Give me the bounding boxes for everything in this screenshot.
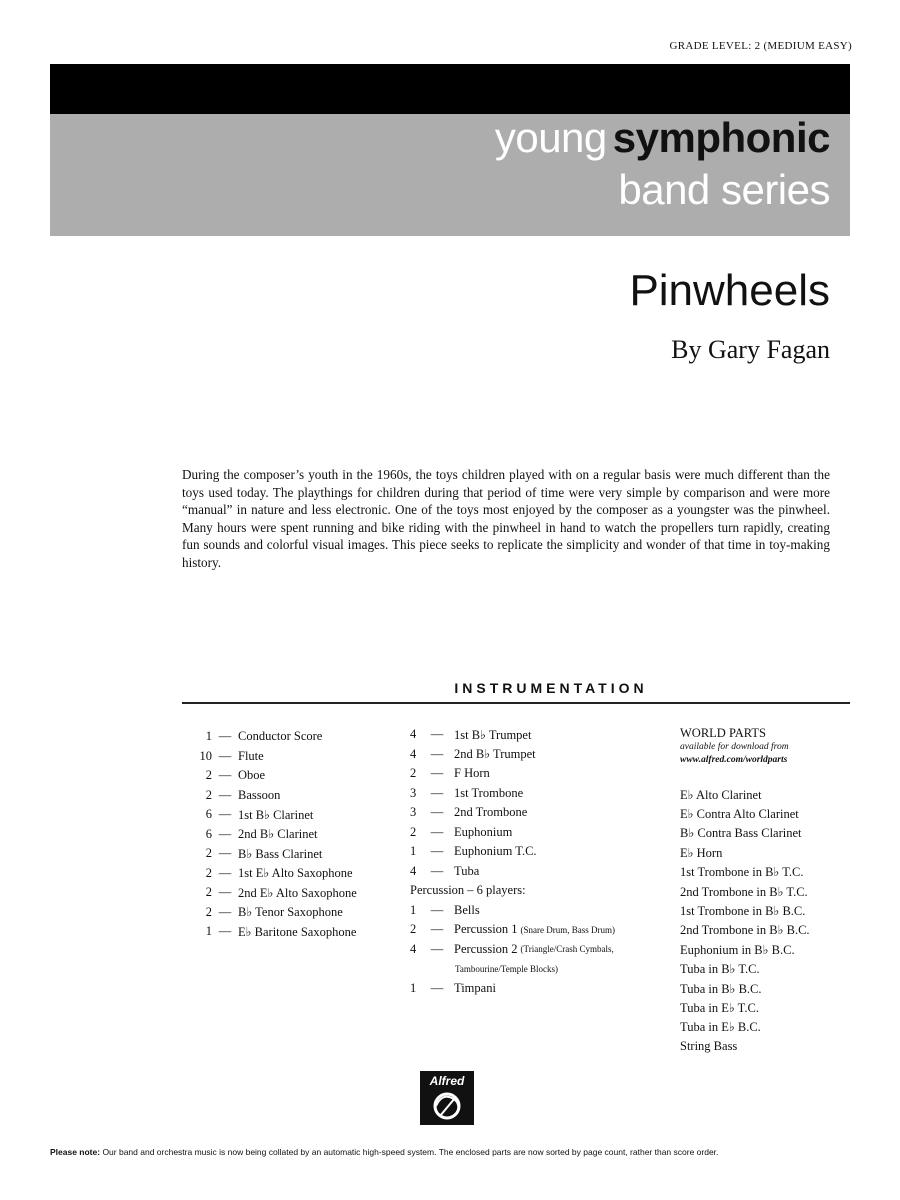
instrument-count: 4 <box>410 941 417 956</box>
instrument-row <box>410 920 615 940</box>
instrument-count: 2 <box>205 846 212 861</box>
instrumentation-divider <box>182 702 850 704</box>
instrument-count: 1 <box>410 902 417 917</box>
instrument-list-woodwinds <box>190 727 357 942</box>
instrument-row <box>190 922 357 942</box>
world-part-item: Tuba in E♭ B.C. <box>680 1020 761 1035</box>
instrument-name: Euphonium <box>454 824 513 839</box>
instrument-list-brass-percussion <box>410 725 615 998</box>
instrument-count: 1 <box>205 729 212 744</box>
dash: — <box>218 904 232 919</box>
instrument-row <box>410 842 615 862</box>
instrument-row <box>410 901 615 921</box>
instrument-row <box>190 805 357 825</box>
instrument-count: 2 <box>410 922 417 937</box>
instrument-name: Percussion 2 <box>454 941 518 956</box>
world-part-item: Tuba in B♭ B.C. <box>680 981 762 996</box>
world-part-item: String Bass <box>680 1039 738 1054</box>
dash: — <box>430 863 444 878</box>
world-parts <box>680 726 810 1056</box>
footer-note-label: Please note: <box>50 1147 101 1157</box>
instrument-count: 6 <box>205 807 212 822</box>
instrument-count: 4 <box>410 863 417 878</box>
instrument-name: Oboe <box>238 768 266 783</box>
instrument-name: Conductor Score <box>238 729 323 744</box>
instrument-count: 1 <box>410 844 417 859</box>
instrument-row <box>190 825 357 845</box>
dash: — <box>218 807 232 822</box>
percussion-heading: Percussion – 6 players: <box>410 883 526 898</box>
instrument-name: E♭ Baritone Saxophone <box>238 924 357 939</box>
dash: — <box>430 980 444 995</box>
instrument-name: Bassoon <box>238 787 281 802</box>
series-word-symphonic: symphonic <box>612 114 830 161</box>
dash: — <box>218 846 232 861</box>
series-title-line1 <box>495 114 830 162</box>
instrument-count: 3 <box>410 805 417 820</box>
instrument-name: F Horn <box>454 766 490 781</box>
world-parts-url[interactable]: www.alfred.com/worldparts <box>680 755 788 765</box>
dash: — <box>430 844 444 859</box>
instrument-count: 2 <box>410 766 417 781</box>
world-part-item: E♭ Horn <box>680 845 723 860</box>
program-notes: During the composer’s youth in the 1960s, the toys children played with on a regular basis were much different than the toys used today. The playthings for children during that period of time were very simple by comparison and were more “manual” in nature and less electronic. One of the toys most enjoyed by the composer as a youngster was the pinwheel. Many hours were spent running and bike riding with the pinwheel in hand to watch the propellers turn rapidly, creating fun sounds and colorful visual images. This piece seeks to replicate the simplicity and wonder of that time in toy-making history. <box>182 467 830 570</box>
series-banner <box>50 114 850 236</box>
world-part-item: B♭ Contra Bass Clarinet <box>680 826 802 841</box>
dash: — <box>218 865 232 880</box>
instrument-name: B♭ Tenor Saxophone <box>238 905 343 920</box>
instrument-count: 1 <box>410 980 417 995</box>
instrument-count: 1 <box>205 924 212 939</box>
world-part-item: E♭ Alto Clarinet <box>680 787 762 802</box>
instrument-count: 2 <box>205 904 212 919</box>
instrument-name: 1st E♭ Alto Saxophone <box>238 866 353 881</box>
instrument-name: 1st B♭ Trumpet <box>454 727 532 742</box>
series-word-young: young <box>494 114 607 161</box>
instrument-row <box>190 766 357 786</box>
world-part-item: 2nd Trombone in B♭ T.C. <box>680 884 808 899</box>
dash: — <box>218 748 232 763</box>
world-parts-availability: available for download from <box>680 742 789 752</box>
world-part-item: 1st Trombone in B♭ T.C. <box>680 865 804 880</box>
dash: — <box>430 727 444 742</box>
alfred-logo-emblem <box>422 1089 472 1123</box>
footer-note <box>50 1147 870 1157</box>
instrument-row <box>410 745 615 765</box>
world-part-item: E♭ Contra Alto Clarinet <box>680 807 799 822</box>
grade-level: GRADE LEVEL: 2 (MEDIUM EASY) <box>669 40 852 52</box>
world-parts-title: WORLD PARTS <box>680 726 766 740</box>
instrument-row <box>190 903 357 923</box>
instrument-name: 2nd E♭ Alto Saxophone <box>238 885 357 900</box>
instrument-name: 1st Trombone <box>454 785 524 800</box>
instrumentation-heading: INSTRUMENTATION <box>454 680 648 696</box>
instrument-name: Flute <box>238 748 264 763</box>
instrument-name: Tuba <box>454 863 480 878</box>
alfred-logo <box>420 1071 474 1125</box>
world-part-item: 1st Trombone in B♭ B.C. <box>680 904 806 919</box>
dash: — <box>218 924 232 939</box>
dash: — <box>218 787 232 802</box>
instrument-row <box>190 727 357 747</box>
world-part-item: Tuba in B♭ T.C. <box>680 962 760 977</box>
instrument-name: Euphonium T.C. <box>454 844 537 859</box>
instrument-count: 4 <box>410 727 417 742</box>
instrument-count: 2 <box>205 787 212 802</box>
instrument-row <box>410 725 615 745</box>
instrument-name: 2nd B♭ Clarinet <box>238 827 318 842</box>
world-parts-list <box>680 785 810 1056</box>
world-part-item: 2nd Trombone in B♭ B.C. <box>680 923 810 938</box>
instrument-count: 4 <box>410 746 417 761</box>
instrument-count: 2 <box>205 885 212 900</box>
instrument-count: 3 <box>410 785 417 800</box>
instrument-name: 1st B♭ Clarinet <box>238 807 314 822</box>
dash: — <box>430 805 444 820</box>
instrument-row <box>410 862 615 882</box>
composer-credit: By Gary Fagan <box>671 335 830 364</box>
instrument-row <box>410 764 615 784</box>
dash: — <box>430 824 444 839</box>
series-title-line2: band series <box>618 166 830 213</box>
instrument-row <box>190 786 357 806</box>
instrument-note: (Snare Drum, Bass Drum) <box>520 924 616 935</box>
instrument-row <box>410 784 615 804</box>
instrument-row <box>410 940 615 960</box>
instrument-name: Timpani <box>454 980 496 995</box>
footer-note-text: Our band and orchestra music is now being collated by an automatic high-speed system. The enclosed parts are now sorted by page count, rather than score order. <box>100 1147 719 1157</box>
instrument-row <box>410 823 615 843</box>
alfred-logo-text: Alfred <box>422 1073 472 1089</box>
dash: — <box>430 766 444 781</box>
instrument-count: 2 <box>205 768 212 783</box>
instrument-name: 2nd Trombone <box>454 805 528 820</box>
dash: — <box>218 826 232 841</box>
instrument-count: 2 <box>205 865 212 880</box>
instrument-name: 2nd B♭ Trumpet <box>454 747 536 762</box>
world-part-item: Tuba in E♭ T.C. <box>680 1000 759 1015</box>
instrument-note: (Triangle/Crash Cymbals, <box>520 944 614 955</box>
dash: — <box>218 768 232 783</box>
dash: — <box>430 746 444 761</box>
dash: — <box>430 785 444 800</box>
dash: — <box>430 941 444 956</box>
header-black-bar <box>50 64 850 114</box>
instrument-row <box>190 844 357 864</box>
dash: — <box>430 922 444 937</box>
dash: — <box>430 902 444 917</box>
instrument-note-continued: Tambourine/Temple Blocks) <box>455 963 558 974</box>
instrument-row <box>190 864 357 884</box>
instrument-row <box>190 747 357 767</box>
piece-title: Pinwheels <box>629 266 830 315</box>
instrument-row <box>410 979 615 999</box>
instrument-count: 2 <box>410 824 417 839</box>
instrument-count: 6 <box>205 826 212 841</box>
dash: — <box>218 885 232 900</box>
instrument-name: Percussion 1 <box>454 922 518 937</box>
instrument-row <box>410 803 615 823</box>
instrument-name: B♭ Bass Clarinet <box>238 846 323 861</box>
dash: — <box>218 729 232 744</box>
world-part-item: Euphonium in B♭ B.C. <box>680 942 795 957</box>
instrument-name: Bells <box>454 902 480 917</box>
instrument-count: 10 <box>199 748 212 763</box>
instrument-row <box>190 883 357 903</box>
